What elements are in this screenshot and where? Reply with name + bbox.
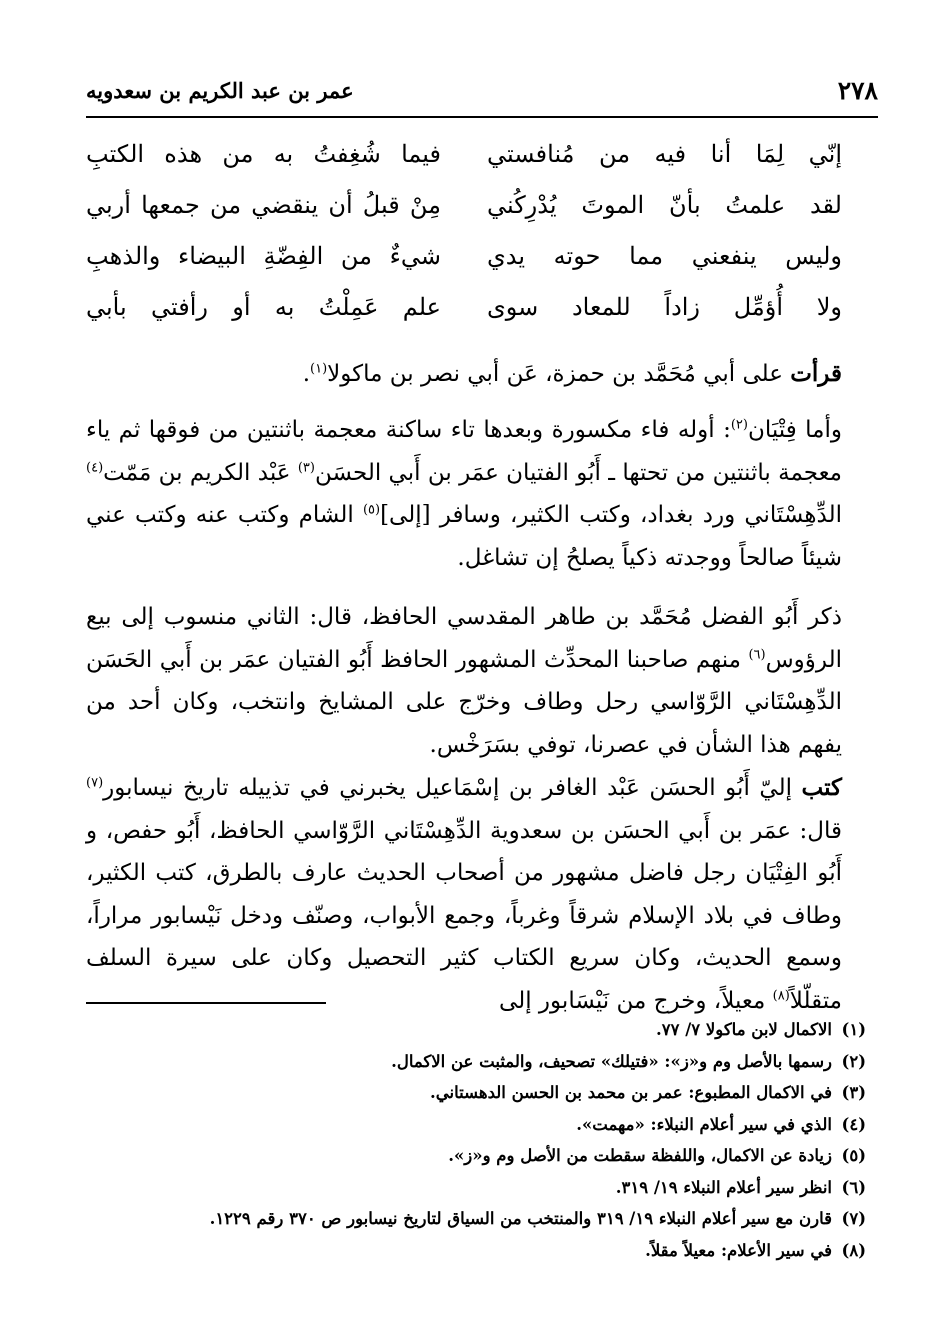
footnote bbox=[86, 1109, 866, 1141]
footnote-text: رسمها بالأصل وم و«ز»: «فتيلك» تصحيف، والمثبت عن الاكمال. bbox=[391, 1051, 832, 1071]
poem-first-hemistich: ولا أُؤمِّل زاداً للمعاد سوى bbox=[487, 293, 842, 321]
paragraph-text: منهم صاحبنا المحدِّث المشهور الحافظ أَبُو الفتيان عمَر بن أَبي الحَسَن الدِّهِسْتَاني الرَّوّاسي رحل وطاف وخرّج على المشايخ وانتخب، وكان أحد من يفهم هذا الشأن في عصرنا، توفي بسَرَخْس. bbox=[86, 646, 842, 758]
footnote-number: (٢) bbox=[841, 1051, 866, 1071]
footnote bbox=[86, 1046, 866, 1078]
paragraph-qara-at bbox=[86, 353, 842, 396]
footnote-number: (٣) bbox=[841, 1083, 866, 1102]
paragraph-text: الدِّهِسْتَاني ورد بغداد، وكتب الكثير، وسافر [إلى] bbox=[380, 502, 842, 528]
footnote bbox=[86, 1014, 866, 1046]
footnote-number: (٦) bbox=[841, 1177, 866, 1197]
poem-first-hemistich: إنّي لِمَا أنا فيه من مُنافستي bbox=[487, 140, 842, 168]
poem-line bbox=[86, 242, 842, 293]
footnote-number: (٥) bbox=[841, 1146, 866, 1165]
poem bbox=[86, 140, 842, 344]
footnote-marker[interactable]: (٧) bbox=[86, 775, 104, 791]
footnote-text: زيادة عن الاكمال، واللفظة سقطت من الأصل وم و«ز». bbox=[448, 1146, 832, 1165]
poem-second-hemistich: شيءٌ من الفِضّةِ البيضاء والذهبِ bbox=[86, 242, 441, 270]
paragraph-text: ذكر أَبُو الفضل مُحَمَّد بن طاهر المقدسي الحافظ، قال: الثاني منسوب إلى بيع الرؤوس bbox=[86, 604, 842, 673]
footnote-text: قارن مع سير أعلام النبلاء ١٩/ ٣١٩ والمنتخب من السياق لتاريخ نيسابور ص ٣٧٠ رقم ١٢٢٩. bbox=[209, 1209, 832, 1228]
footnote-text: الاكمال لابن ماكولا ٧/ ٧٧. bbox=[656, 1020, 832, 1039]
paragraph-text: الشام وكتب عنه وكتب عني شيئاً صالحاً ووجدته ذكياً يصلحُ إن تشاغل. bbox=[86, 502, 842, 571]
running-title: عمر بن عبد الكريم بن سعدويه bbox=[86, 78, 354, 103]
poem-line bbox=[86, 191, 842, 242]
paragraph-text: قال: عمَر بن أَبي الحسَن بن سعدوية الدِّهِسْتَاني الرَّوّاسي الحافظ، أَبُو حفص، و أَبُو الفِتْيَان رجل فاضل مشهور من أصحاب الحديث عارف بالطرق، كتب الكثير، وطاف في بلاد الإسلام شرقاً وغرباً، وجمع الأبواب، وصنّف ودخل نَيْسابور مراراً، وسمع الحديث، وكان سريع الكتاب كثير التحصيل وكان على سيرة السلف متقلّلاً bbox=[86, 817, 842, 1014]
header-rule bbox=[86, 116, 878, 118]
footnote-marker[interactable]: (٨) bbox=[772, 987, 790, 1003]
footnote bbox=[86, 1235, 866, 1267]
footnote bbox=[86, 1077, 866, 1109]
paragraph-lead-word: قرأت bbox=[790, 360, 842, 387]
page-number: ٢٧٨ bbox=[837, 76, 878, 105]
poem-first-hemistich: لقد علمتُ بأنّ الموتَ يُدْرِكُني bbox=[487, 191, 842, 219]
footnote-number: (٧) bbox=[841, 1209, 866, 1228]
footnote-separator bbox=[86, 1002, 326, 1004]
paragraph-text: عَبْد الكريم بن مَمّت bbox=[103, 459, 298, 486]
paragraph-text: وأما فِتْيَان bbox=[747, 417, 842, 443]
footnote-marker[interactable]: (٦) bbox=[748, 646, 766, 662]
footnote bbox=[86, 1172, 866, 1204]
footnote-number: (١) bbox=[841, 1020, 866, 1039]
poem-second-hemistich: فيما شُغِفتُ به من هذه الكتبِ bbox=[86, 140, 441, 168]
poem-line bbox=[86, 140, 842, 191]
paragraph-fityan bbox=[86, 409, 842, 579]
footnote-marker[interactable]: (٥) bbox=[362, 502, 381, 518]
footnote-marker[interactable]: (٤) bbox=[86, 459, 104, 475]
paragraph-text: معيلاً، وخرج من نَيْسَابور إلى bbox=[499, 987, 773, 1014]
footnote-text: الذي في سير أعلام النبلاء: «مهمت». bbox=[576, 1114, 832, 1134]
paragraph-text: . bbox=[302, 361, 310, 387]
footnote-marker[interactable]: (١) bbox=[310, 361, 328, 377]
poem-line bbox=[86, 293, 842, 344]
footnote-number: (٨) bbox=[841, 1240, 866, 1260]
paragraph-ibn-tahir bbox=[86, 596, 842, 766]
poem-second-hemistich: علم عَمِلْتُ به أو رأفتي بأبي bbox=[86, 293, 441, 321]
paragraph-text: : أوله فاء مكسورة وبعدها تاء ساكنة معجمة باثنتين من فوقها ثم ياء معجمة باثنتين من تحتها ـ أَبُو الفتيان عمَر بن أَبي الحسَن bbox=[86, 417, 842, 486]
paragraph-text: على أبي مُحَمَّد بن حمزة، عَن أبي نصر بن ماكولا bbox=[327, 361, 783, 387]
footnote bbox=[86, 1203, 866, 1235]
footnote-text: انظر سير أعلام النبلاء ١٩/ ٣١٩. bbox=[615, 1177, 832, 1197]
poem-first-hemistich: وليس ينفعني مما حوته يدي bbox=[487, 242, 842, 270]
paragraph-abd-al-ghafir bbox=[86, 767, 842, 1022]
footnote-marker[interactable]: (٣) bbox=[297, 459, 315, 475]
paragraph-lead-word: كتب bbox=[801, 774, 842, 801]
footnote-text: في سير الأعلام: معيلاً مقلاً. bbox=[645, 1240, 832, 1260]
page-header bbox=[86, 74, 878, 118]
paragraph-text: إليّ أَبُو الحسَن عَبْد الغافر بن إسْمَاعيل يخبرني في تذييله تاريخ نيسابور bbox=[103, 775, 802, 801]
footnote-number: (٤) bbox=[841, 1114, 866, 1134]
footnote bbox=[86, 1140, 866, 1172]
footnote-marker[interactable]: (٢) bbox=[730, 417, 748, 433]
poem-second-hemistich: مِنْ قبلُ أن ينقضي من جمعها أربي bbox=[86, 191, 441, 219]
footnotes bbox=[86, 1014, 866, 1266]
footnote-text: في الاكمال المطبوع: عمر بن محمد بن الحسن الدهستاني. bbox=[430, 1083, 832, 1102]
